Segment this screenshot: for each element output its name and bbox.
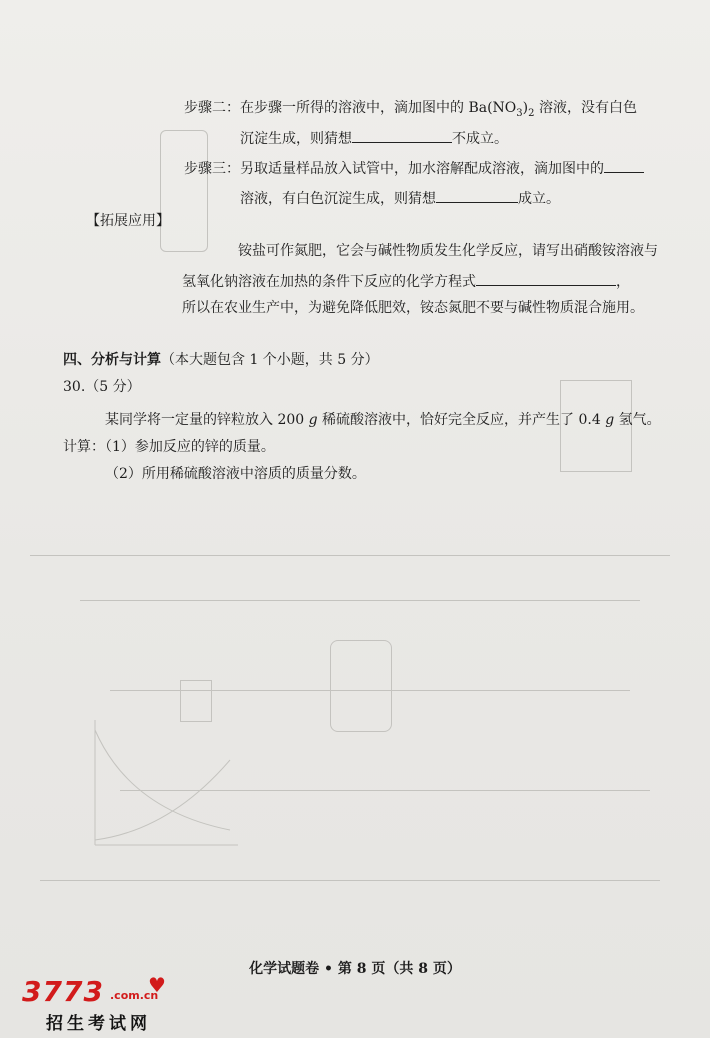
- question-30-calc-1: 计算：（1）参加反应的锌的质量。: [63, 439, 275, 455]
- extension-line3: 所以在农业生产中，为避免降低肥效，铵态氮肥不要与碱性物质混合施用。: [182, 300, 644, 316]
- step3-line2: 溶液，有白色沉淀生成，则猜想 成立。: [240, 188, 560, 209]
- extension-line2: 氢氧化钠溶液在加热的条件下反应的化学方程式 ，: [182, 271, 630, 292]
- logo-domain: .com.cn: [110, 989, 159, 1002]
- step2-line1: 步骤二：在步骤一所得的溶液中，滴加图中的 $Ba(NO_3)_2$ 溶液，没有白色: [184, 100, 637, 119]
- extension-line1: 铵盐可作氮肥，它会与碱性物质发生化学反应，请写出硝酸铵溶液与: [238, 243, 658, 259]
- site-logo: [22, 975, 182, 1033]
- page-footer: 化学试题卷 • 第 8 页（共 8 页）: [249, 961, 461, 977]
- step2-line2: 沉淀生成，则猜想 不成立。: [240, 128, 508, 149]
- logo-brand: 3773: [22, 975, 104, 1008]
- answer-blank-reagent[interactable]: [604, 158, 644, 173]
- question-30-number: 30.（5 分）: [63, 379, 141, 395]
- bleed-through-curve: [90, 720, 240, 850]
- section4-heading: 四、分析与计算（本大题包含 1 个小题，共 5 分）: [63, 352, 379, 368]
- question-30-calc-2: （2）所用稀硫酸溶液中溶质的质量分数。: [105, 466, 366, 482]
- question-30-stem: 某同学将一定量的锌粒放入 200 g 稀硫酸溶液中，恰好完全反应，并产生了 0.4 g 氢气。: [105, 412, 661, 428]
- logo-slogan: 招生考试网: [46, 1014, 151, 1034]
- answer-blank-guess-a[interactable]: [352, 128, 452, 143]
- extension-heading: 【拓展应用】: [86, 213, 170, 229]
- heart-icon: ♥: [148, 973, 166, 997]
- answer-blank-equation[interactable]: [476, 271, 616, 286]
- step3-line1: 步骤三：另取适量样品放入试管中，加水溶解配成溶液，滴加图中的: [184, 158, 644, 179]
- answer-blank-guess-b[interactable]: [436, 188, 518, 203]
